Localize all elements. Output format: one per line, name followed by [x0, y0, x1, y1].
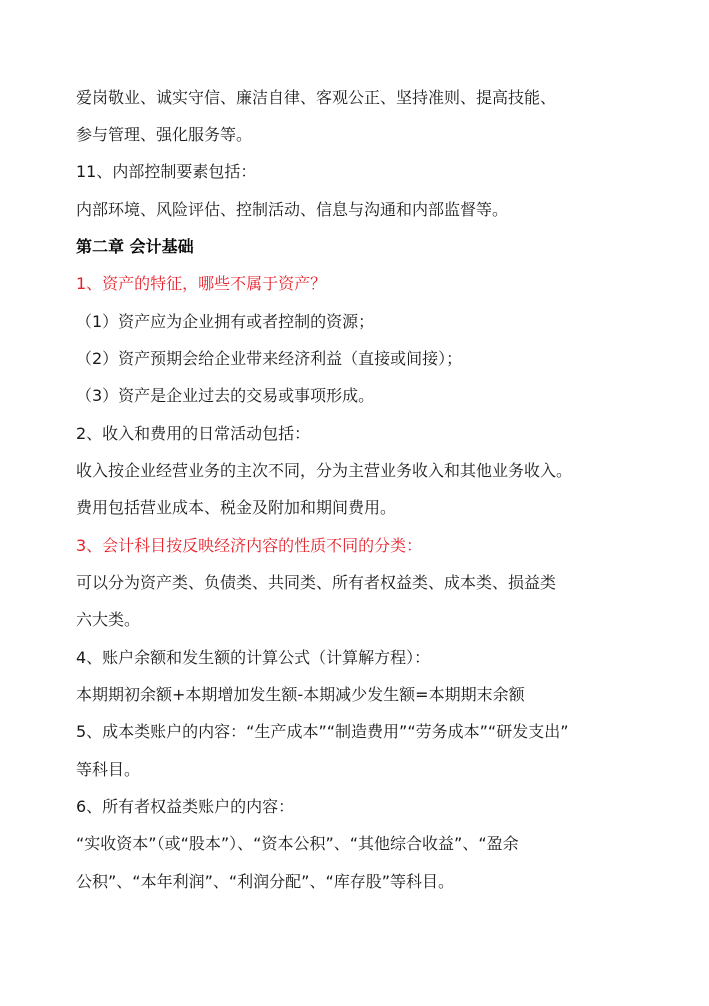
text-line-professional-ethics: 爱岗敬业、诚实守信、廉洁自律、客观公正、坚持准则、提高技能、	[76, 88, 557, 107]
question-4-heading: 4、账户余额和发生额的计算公式（计算解方程）：	[76, 648, 431, 667]
asset-feature-1: （1）资产应为企业拥有或者控制的资源；	[76, 312, 375, 331]
account-categories: 可以分为资产类、负债类、共同类、所有者权益类、成本类、损益类	[76, 573, 557, 592]
asset-feature-2: （2）资产预期会给企业带来经济利益（直接或间接）；	[76, 349, 463, 368]
question-3-heading: 3、会计科目按反映经济内容的性质不同的分类：	[76, 536, 423, 555]
asset-feature-3: （3）资产是企业过去的交易或事项形成。	[76, 386, 375, 405]
equity-accounts-cont: 公积”、“本年利润”、“利润分配”、“库存股”等科目。	[76, 872, 455, 891]
expense-description: 费用包括营业成本、税金及附加和期间费用。	[76, 498, 397, 517]
balance-formula: 本期期初余额+本期增加发生额-本期减少发生额=本期期末余额	[76, 685, 525, 704]
equity-accounts: “实收资本”（或“股本”）、“资本公积”、“其他综合收益”、“盈余	[76, 834, 519, 853]
text-line-professional-ethics-cont: 参与管理、强化服务等。	[76, 125, 253, 144]
question-5-cont: 等科目。	[76, 760, 141, 779]
question-2-heading: 2、收入和费用的日常活动包括：	[76, 424, 311, 443]
question-1-heading: 1、资产的特征，哪些不属于资产？	[76, 274, 327, 293]
question-6-heading: 6、所有者权益类账户的内容：	[76, 797, 295, 816]
account-categories-cont: 六大类。	[76, 610, 141, 629]
question-5-heading: 5、成本类账户的内容：“生产成本”“制造费用”“劳务成本”“研发支出”	[76, 722, 569, 741]
chapter-2-title: 第二章 会计基础	[76, 237, 194, 256]
revenue-description: 收入按企业经营业务的主次不同，分为主营业务收入和其他业务收入。	[76, 461, 573, 480]
item-11-content: 内部环境、风险评估、控制活动、信息与沟通和内部监督等。	[76, 200, 509, 219]
item-11-heading: 11、内部控制要素包括：	[76, 162, 257, 181]
